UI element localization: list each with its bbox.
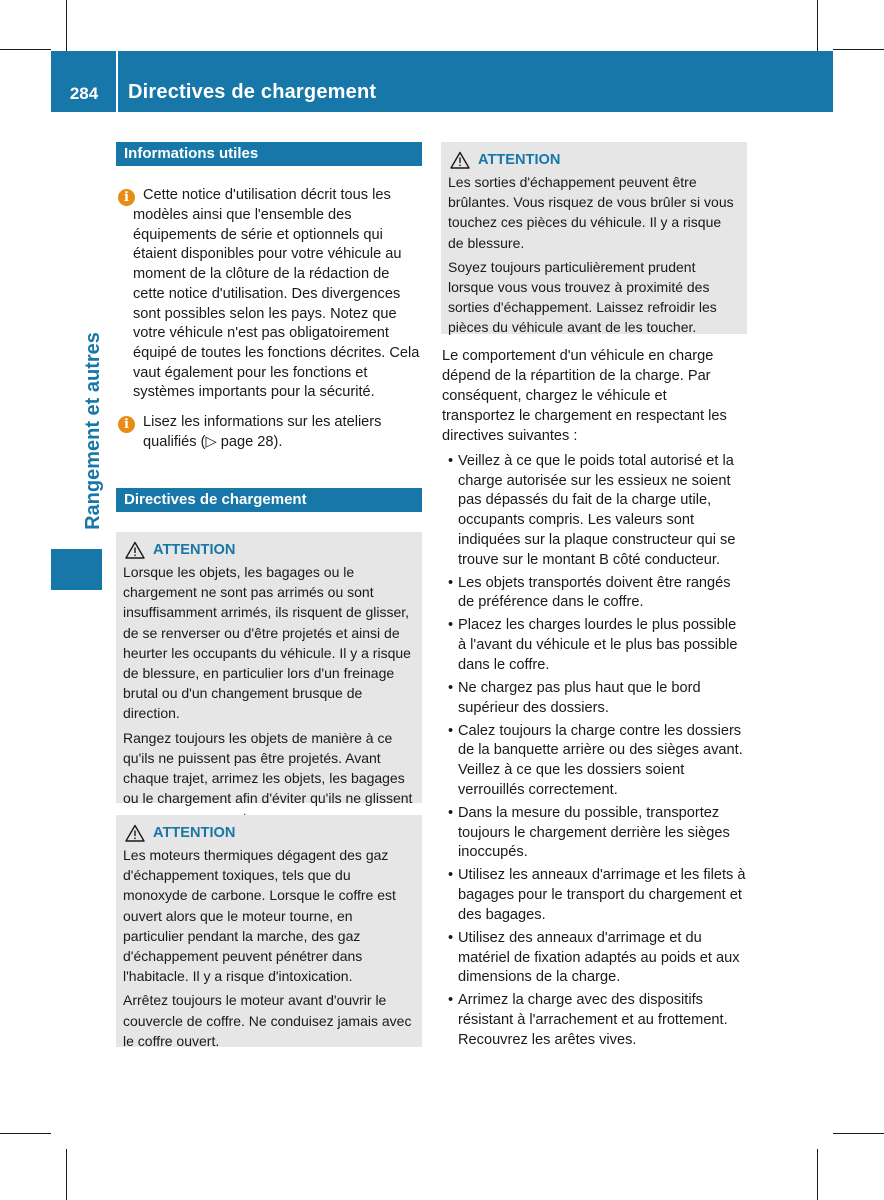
list-item: • Calez toujours la charge contre les dossiers de la banquette arrière ou des sièges avant. Veillez à ce que les dossiers soient verrouillés correctement.	[441, 722, 748, 801]
warning-text: Les sorties d'échappement peuvent être brûlantes. Vous risquez de vous brûler si vous touchez ces pièces du véhicule. Il y a risque de blessure.	[448, 174, 734, 251]
info-note	[118, 413, 423, 453]
page-title: Directives de chargement	[128, 81, 377, 103]
warning-box	[116, 532, 422, 807]
list-item: • Ne chargez pas plus haut que le bord supérieur des dossiers.	[441, 679, 748, 718]
list-item: • Utilisez des anneaux d'arrimage et du matériel de fixation adaptés au poids et aux dimensions de la charge.	[441, 929, 748, 988]
info-icon: i	[118, 416, 135, 433]
page-number: 284	[69, 84, 99, 103]
info-note-text: modèles ainsi que l'ensemble des équipements de série et optionnels qui étaient disponibles pour votre véhicule au moment de la clôture de la rédaction de cette notice d'utilisation. Des divergences sont possibles selon les pays. Notez que votre véhicule n'est pas obligatoirement équipé de toutes les fonctions décrites. Cela vaut également pour les fonctions et systèmes importants pour la sécurité.	[133, 207, 420, 401]
loading-guidelines-list	[441, 452, 748, 1054]
warning-title: ATTENTION	[153, 824, 236, 841]
warning-title-row	[125, 822, 414, 844]
list-item: • Arrimez la charge avec des dispositifs résistant à l'arrachement et au frottement. Recouvrez les arêtes vives.	[441, 991, 748, 1050]
chapter-side-label: Rangement et autres	[82, 332, 104, 530]
warning-box	[116, 815, 422, 1047]
warning-title: ATTENTION	[153, 541, 236, 558]
crop-mark	[0, 1133, 51, 1134]
warning-text: Lorsque les objets, les bagages ou le chargement ne sont pas arrimés ou sont insuffisamment arrimés, ils risquent de glisser, de se renverser ou d'être projetés et ainsi de heurter les occupants du véhicule. Il y a risque de blessure, en particulier lors d'un freinage brutal ou d'un changement brusque de direction.	[123, 564, 411, 722]
crop-mark	[66, 1149, 67, 1200]
header-divider	[116, 51, 118, 112]
warning-text: Soyez toujours particulièrement prudent lorsque vous vous trouvez à proximité des sorties d'échappement. Laissez refroidir les pièces du véhicule avant de les toucher.	[448, 258, 717, 336]
warning-text: Rangez toujours les objets de manière à ce qu'ils ne puissent pas être projetés. Avant chaque trajet, arrimez les objets, les bagages ou le chargement afin d'éviter qu'ils ne glissent	[123, 729, 413, 807]
crop-mark	[817, 1149, 818, 1200]
section-heading-info: Informations utiles	[116, 142, 422, 166]
warning-triangle-icon	[125, 824, 145, 842]
info-icon: i	[118, 189, 135, 206]
warning-title-row	[125, 539, 414, 561]
crop-mark	[0, 49, 51, 50]
info-note-first-line: Cette notice d'utilisation décrit tous les	[143, 187, 391, 203]
chapter-tab-marker	[51, 549, 102, 590]
crop-mark	[66, 0, 67, 51]
crop-mark	[817, 0, 818, 51]
warning-title-row	[450, 149, 739, 171]
list-item: • Les objets transportés doivent être rangés de préférence dans le coffre.	[441, 574, 748, 613]
warning-triangle-icon	[450, 151, 470, 169]
list-item: • Utilisez les anneaux d'arrimage et les filets à bagages pour le transport du chargement et des bagages.	[441, 866, 748, 925]
list-item: • Dans la mesure du possible, transportez toujours le chargement derrière les sièges inoccupés.	[441, 804, 748, 863]
warning-text: Arrêtez toujours le moteur avant d'ouvrir le couvercle de coffre. Ne conduisez jamais avec le coffre ouvert.	[123, 992, 412, 1049]
list-item: • Veillez à ce que le poids total autorisé et la charge autorisée sur les essieux ne soient pas dépassés du fait de la charge utile, occupants compris. Les valeurs sont indiquées sur la plaque constructeur qui se trouve sur le montant B côté conducteur.	[441, 452, 748, 570]
crop-mark	[833, 49, 884, 50]
list-item: • Placez les charges lourdes le plus possible à l'avant du véhicule et le plus bas possible dans le coffre.	[441, 616, 748, 675]
section-heading-loading: Directives de chargement	[116, 488, 422, 512]
intro-paragraph: Le comportement d'un véhicule en charge dépend de la répartition de la charge. Par conséquent, chargez le véhicule et transportez le chargement en respectant les directives suivantes :	[442, 348, 727, 444]
warning-text: Les moteurs thermiques dégagent des gaz d'échappement toxiques, tels que du monoxyde de carbone. Lorsque le coffre est ouvert alors que le moteur tourne, en particulier pendant la marche, des gaz d'échappement peuvent pénétrer dans l'habitacle. Il y a risque d'intoxication.	[123, 847, 396, 985]
warning-title: ATTENTION	[478, 151, 561, 168]
info-note	[118, 186, 423, 403]
warning-triangle-icon	[125, 541, 145, 559]
warning-box	[441, 142, 747, 334]
info-note-text: Lisez les informations sur les ateliers qualifiés (▷ page 28).	[143, 414, 382, 450]
crop-mark	[833, 1133, 884, 1134]
